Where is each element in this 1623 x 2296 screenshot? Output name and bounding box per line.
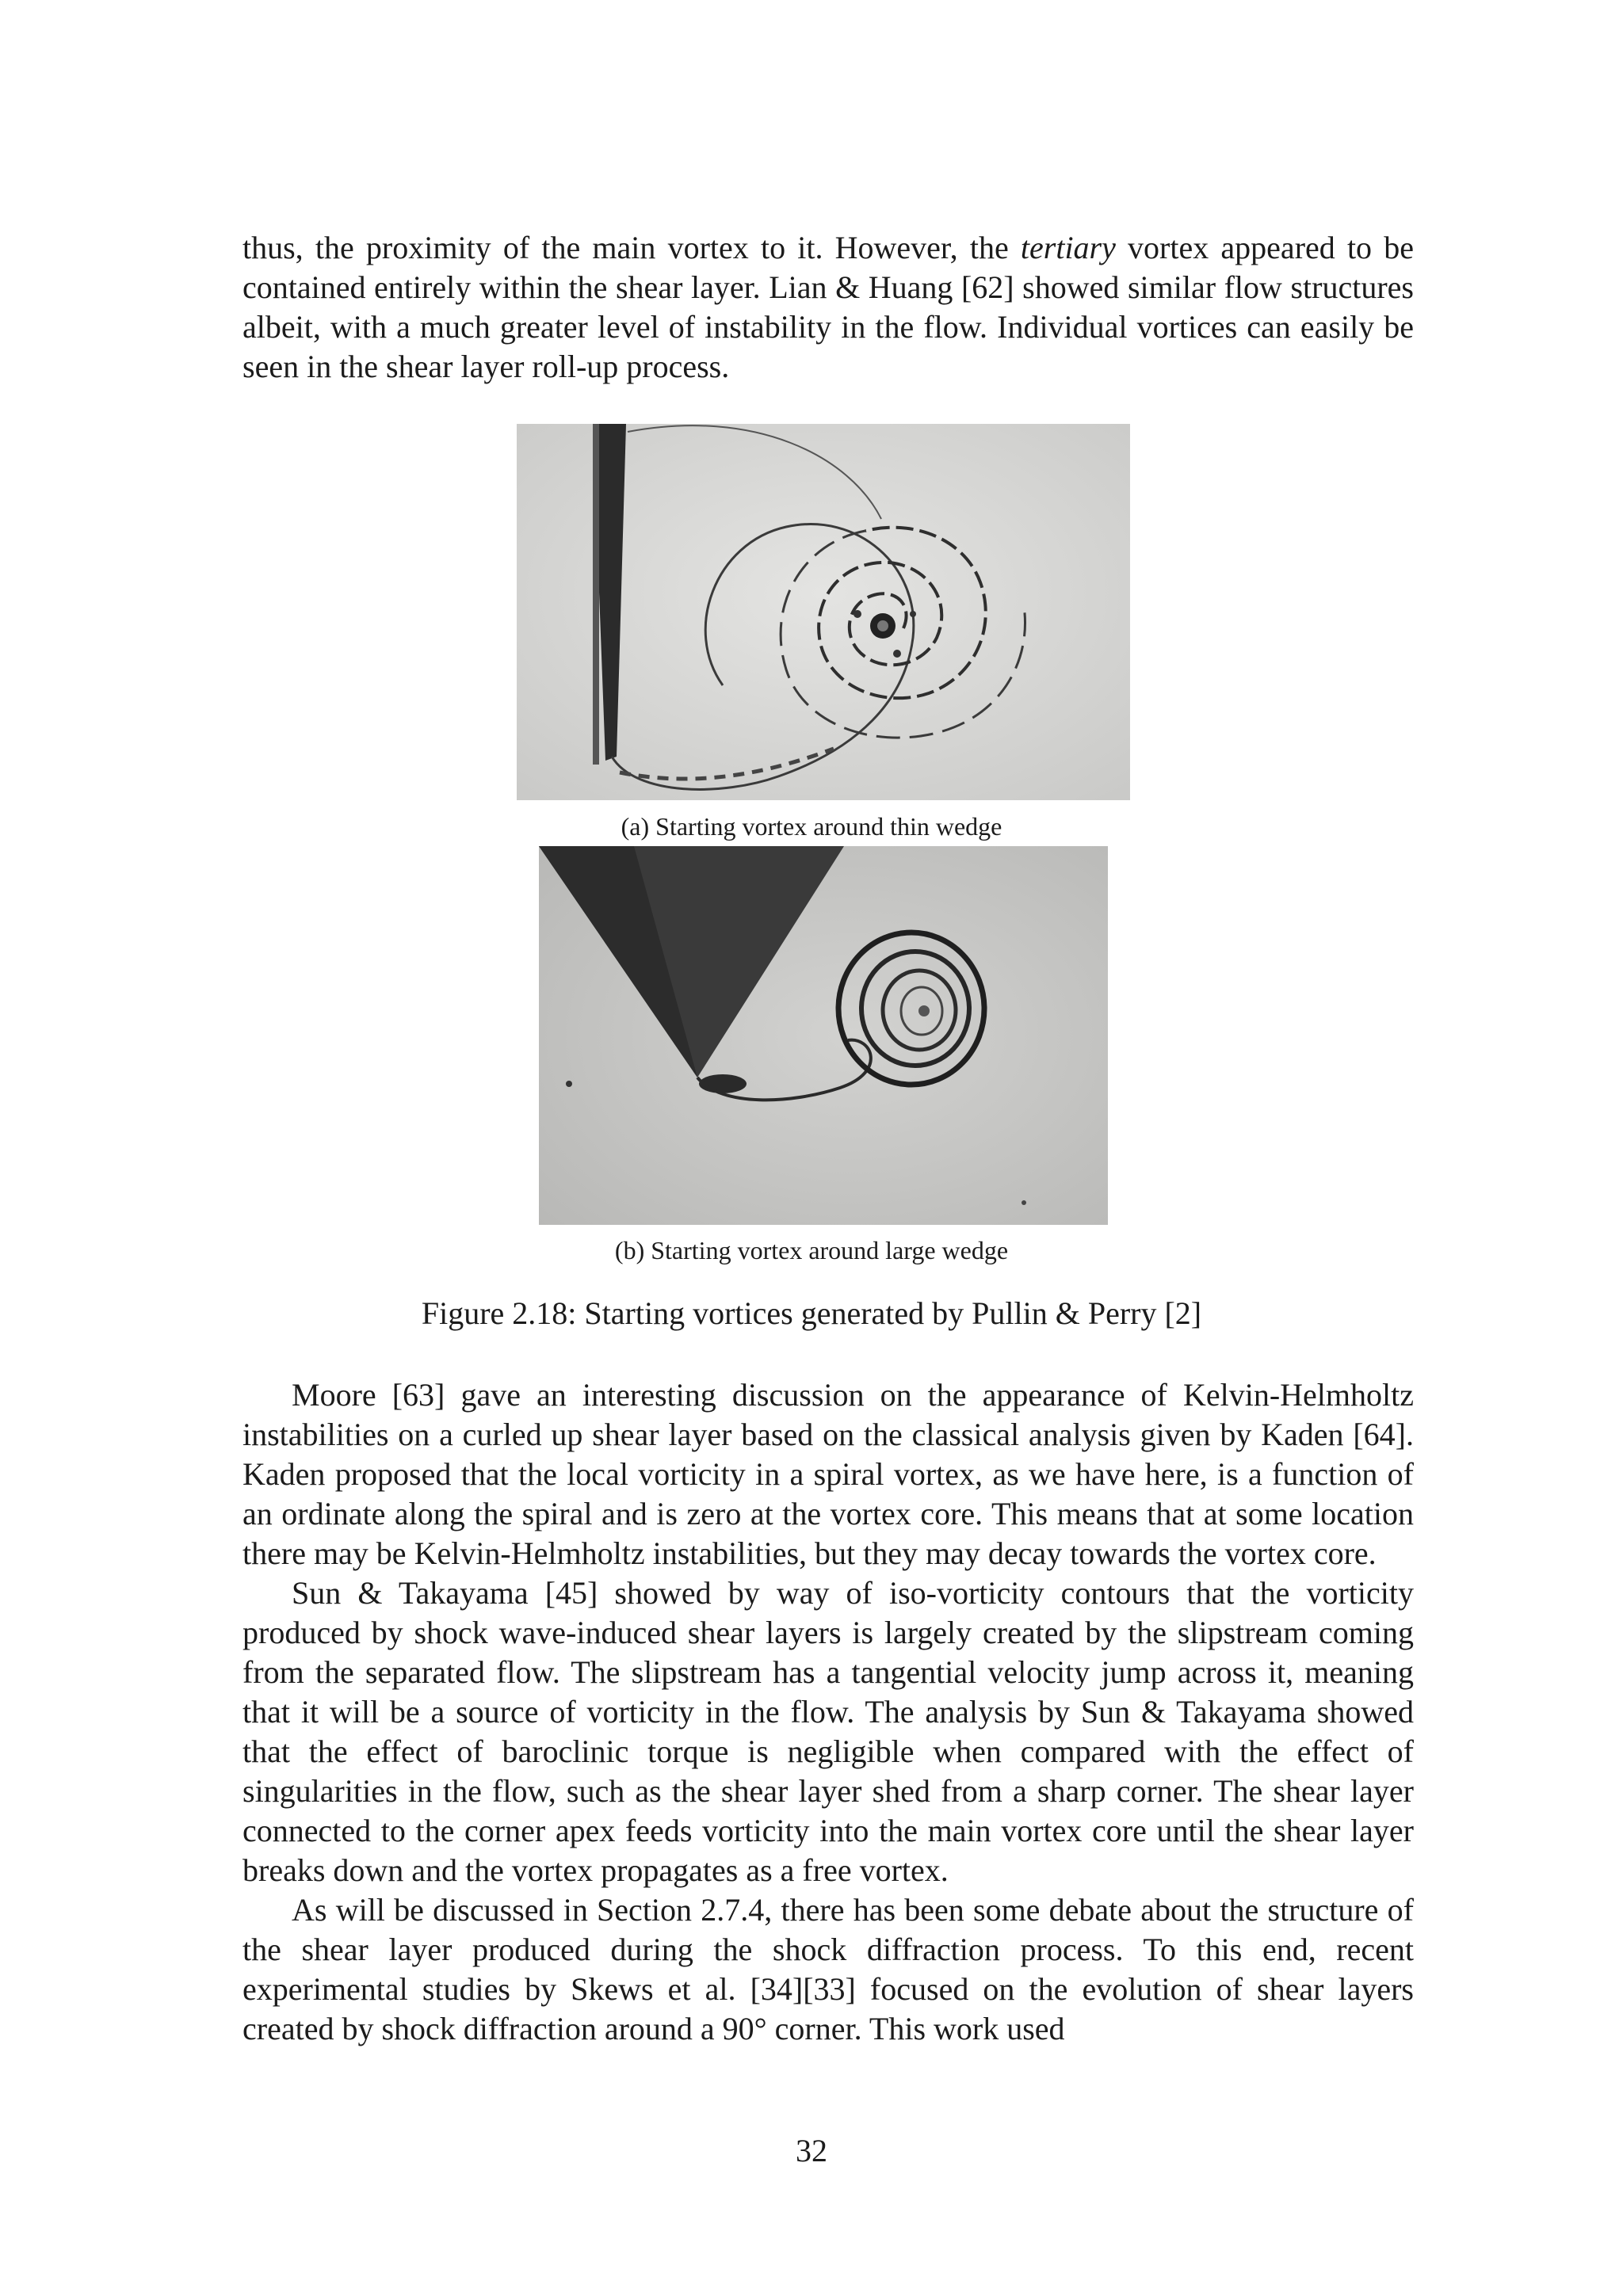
subcaption-b: (b) Starting vortex around large wedge xyxy=(614,1236,1009,1264)
body-paragraph: As will be discussed in Section 2.7.4, there has been some debate about the structure of the shear layer produced during the shock diffraction process. To this end, recent experimental studies by Skews et al. [34][33] focused on the evolution of shear layers created by shock diffraction around a 90° corner. This work used xyxy=(242,1892,1414,2046)
figure-photo-thin-wedge xyxy=(517,424,1130,800)
subcaption-a: (a) Starting vortex around thin wedge xyxy=(621,812,1002,841)
intro-text-after: vortex appeared to be contained entirely within the shear layer. Lian & Huang [62] showed similar flow structures albeit, with a much greater level of instability in the flow. Individual vortices can easily be seen in the shear layer roll-up process. xyxy=(242,230,1414,384)
body-paragraph: Moore [63] gave an interesting discussion on the appearance of Kelvin-Helmholtz instabilities on a curled up shear layer based on the classical analysis given by Kaden [64]. Kaden proposed that the local vorticity in a spiral vortex, as we have here, is a function of an ordinate along the spiral and is zero at the vortex core. This means that at some location there may be Kelvin-Helmholtz instabilities, but they may decay towards the vortex core. xyxy=(242,1377,1414,1571)
large-wedge-vortex-image xyxy=(539,846,1108,1225)
thin-wedge-vortex-image xyxy=(517,424,1130,800)
intro-paragraph xyxy=(242,228,1414,387)
page-number: 32 xyxy=(796,2133,827,2168)
figure-photo-large-wedge xyxy=(539,846,1108,1225)
figure-caption: Figure 2.18: Starting vortices generated by Pullin & Perry [2] xyxy=(421,1295,1202,1331)
intro-text-before: thus, the proximity of the main vortex to it. However, the xyxy=(242,230,1021,265)
intro-emphasis: tertiary xyxy=(1020,230,1116,265)
body-paragraph: Sun & Takayama [45] showed by way of iso-vorticity contours that the vorticity produced by shock wave-induced shear layers is largely created by the slipstream coming from the separated flow. The slipstream has a tangential velocity jump across it, meaning that it will be a source of vorticity in the flow. The analysis by Sun & Takayama showed that the effect of baroclinic torque is negligible when compared with the effect of singularities in the flow, such as the shear layer shed from a sharp corner. The shear layer connected to the corner apex feeds vorticity into the main vortex core until the shear layer breaks down and the vortex propagates as a free vortex. xyxy=(242,1575,1414,1888)
body-text xyxy=(242,1375,1414,2049)
